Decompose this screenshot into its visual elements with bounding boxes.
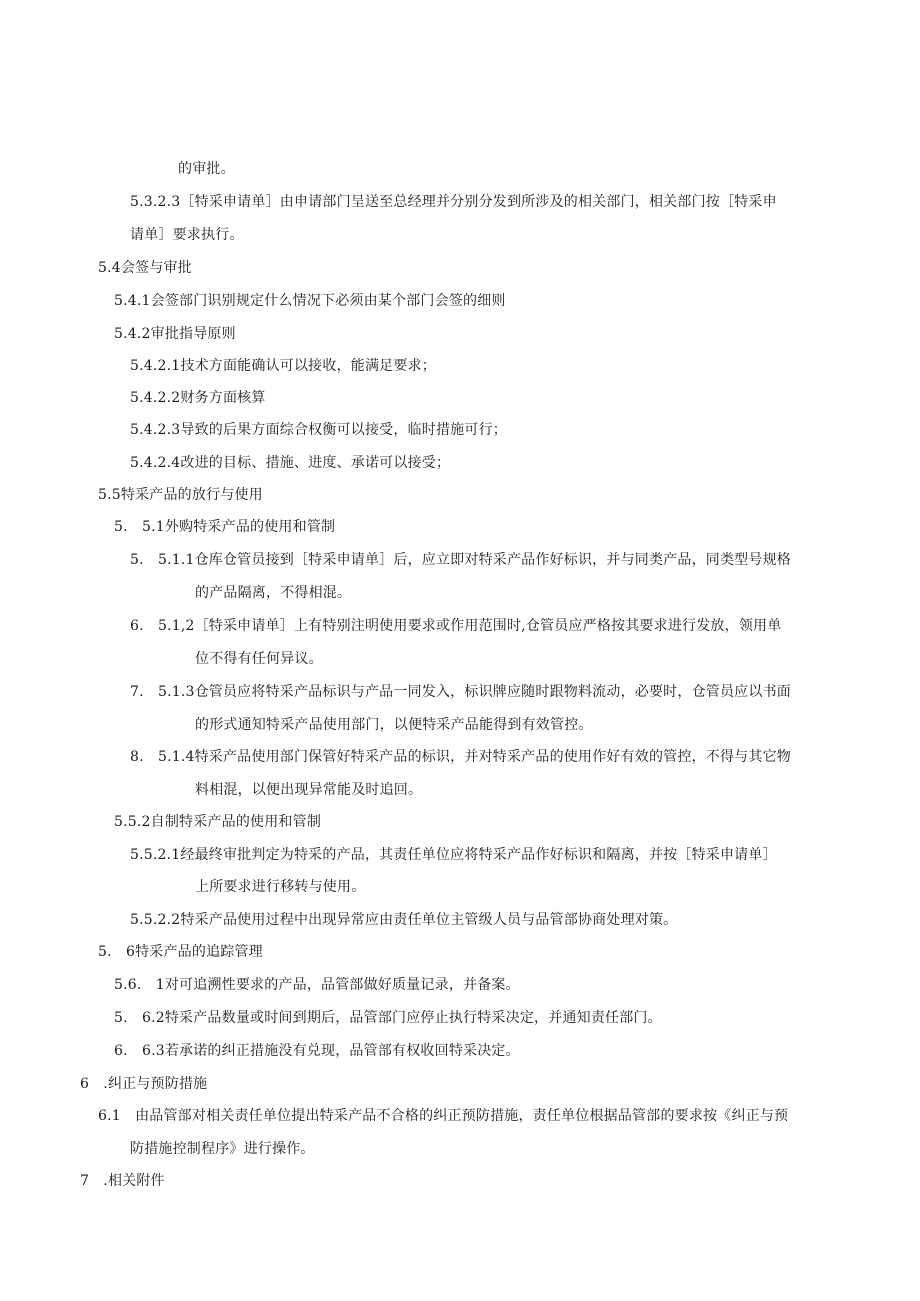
- text-line: 8. 5.1.4特采产品使用部门保管好特采产品的标识，并对特采产品的使用作好有效的管控，不得与其它物: [130, 749, 791, 765]
- text-line: 位不得有任何异议。: [195, 651, 323, 667]
- text-line: 防措施控制程序》进行操作。: [130, 1141, 315, 1157]
- text-line: 5.3.2.3［特采申请单］由申请部门呈送至总经理并分别分发到所涉及的相关部门，相关部门按［特采申: [130, 194, 777, 210]
- section-heading: 5.4会签与审批: [98, 260, 192, 276]
- text-line: 6.1 由品管部对相关责任单位提出特采产品不合格的纠正预防措施，责任单位根据品管部的要求按《纠正与预: [98, 1108, 789, 1124]
- text-line: 7. 5.1.3仓管员应将特采产品标识与产品一同发入，标识牌应随时跟物料流动，必要时，仓管员应以书面: [130, 684, 791, 700]
- text-line: 的产品隔离，不得相混。: [195, 585, 352, 601]
- section-heading: 7 .相关附件: [80, 1173, 165, 1189]
- text-line: 5. 5.1.1仓库仓管员接到［特采申请单］后，应立即对特采产品作好标识，并与同类产品，同类型号规格: [130, 552, 791, 568]
- text-line: 请单］要求执行。: [130, 227, 244, 243]
- section-heading: 5. 6特采产品的追踪管理: [98, 944, 263, 960]
- text-line: 料相混，以便出现异常能及时追回。: [195, 782, 423, 798]
- section-heading: 6 .纠正与预防措施: [80, 1076, 208, 1092]
- text-line: 5.4.2.4改进的目标、措施、进度、承诺可以接受；: [130, 455, 451, 471]
- text-line: 5.5.2.2特采产品使用过程中出现异常应由责任单位主管级人员与品管部协商处理对策。: [130, 912, 678, 928]
- text-line: 5.6. 1对可追溯性要求的产品，品管部做好质量记录，并备案。: [114, 977, 520, 993]
- section-heading: 5.5特采产品的放行与使用: [98, 487, 263, 503]
- text-line: 5.4.1会签部门识别规定什么情况下必须由某个部门会签的细则: [114, 293, 506, 309]
- text-line: 5.4.2审批指导原则: [114, 326, 236, 342]
- text-line: 5.5.2.1经最终审批判定为特采的产品，其责任单位应将特采产品作好标识和隔离，并按［特采申请单］: [130, 847, 777, 863]
- text-line: 5.5.2自制特采产品的使用和管制: [114, 814, 322, 830]
- text-line: 6. 6.3若承诺的纠正措施没有兑现，品管部有权收回特采决定。: [114, 1043, 520, 1059]
- text-line: 上所要求进行移转与使用。: [195, 879, 366, 895]
- text-line: 5.4.2.3导致的后果方面综合权衡可以接受，临时措施可行；: [130, 422, 507, 438]
- text-line: 5.4.2.2财务方面核算: [130, 390, 266, 406]
- text-line: 的审批。: [178, 161, 235, 177]
- text-line: 5.4.2.1技术方面能确认可以接收，能满足要求；: [130, 358, 436, 374]
- text-line: 6. 5.1,2［特采申请单］上有特别注明使用要求或作用范围时,仓管员应严格按其要求进行发放，领用单: [130, 618, 782, 634]
- text-line: 5. 6.2特采产品数量或时间到期后，品管部门应停止执行特采决定，并通知责任部门。: [114, 1010, 662, 1026]
- text-line: 的形式通知特采产品使用部门，以便特采产品能得到有效管控。: [195, 717, 593, 733]
- text-line: 5. 5.1外购特采产品的使用和管制: [114, 519, 336, 535]
